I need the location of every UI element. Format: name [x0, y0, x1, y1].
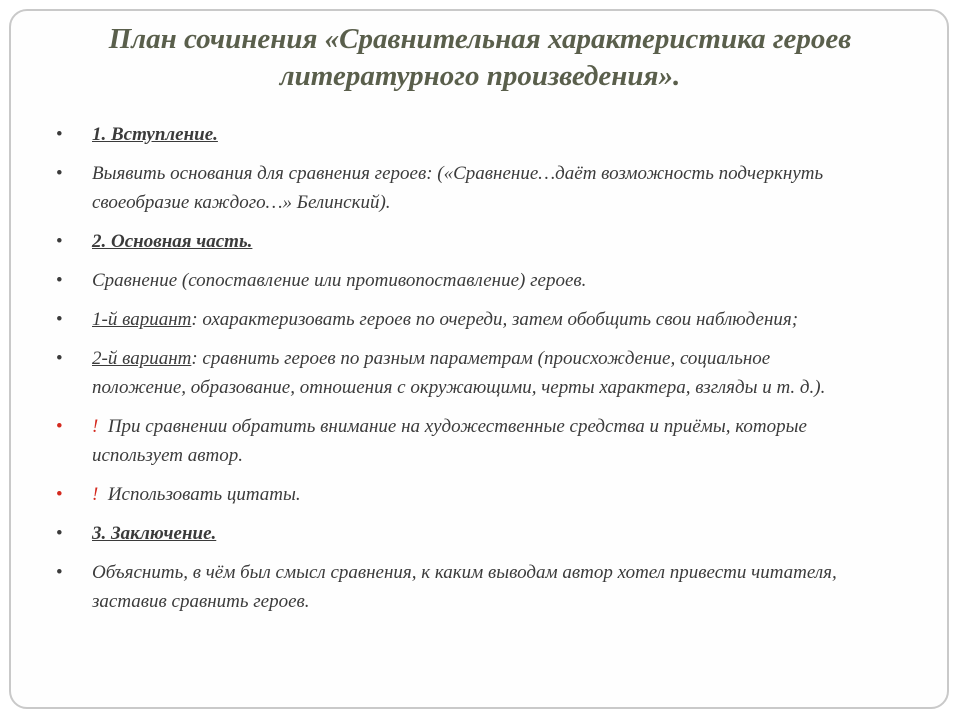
section-heading-conclusion: 3. Заключение. — [92, 523, 217, 544]
slide-title — [20, 21, 940, 95]
list-item-explain — [56, 558, 856, 616]
section-heading-introduction: 1. Вступление. — [92, 124, 218, 145]
item-text: Сравнение (сопоставление или противопоставление) героев. — [92, 270, 587, 291]
list-item-introduction — [56, 120, 856, 149]
title-line-2: литературного произведения». — [279, 60, 681, 92]
variant-1-label: 1-й вариант — [92, 309, 192, 330]
bullet-icon: • — [56, 348, 63, 369]
exclamation-mark: ! — [92, 416, 99, 437]
exclamation-mark: ! — [92, 484, 99, 505]
bullet-icon: • — [56, 523, 63, 544]
list-item-conclusion — [56, 519, 856, 548]
bullet-icon: • — [56, 163, 63, 184]
item-text: : сравнить героев по разным параметрам (происхождение, социальное положение, образование, отношения с окружающими, черты характера, взгляды и т. д.). — [92, 348, 826, 398]
list-item-comparison — [56, 266, 856, 295]
bullet-icon: • — [56, 309, 63, 330]
list-item-art-means — [56, 412, 856, 470]
item-text: При сравнении обратить внимание на художественные средства и приёмы, которые использует автор. — [92, 416, 807, 466]
list-item-variant-2 — [56, 344, 856, 402]
item-text: : охарактеризовать героев по очереди, затем обобщить свои наблюдения; — [191, 309, 799, 330]
section-heading-main-part: 2. Основная часть. — [92, 231, 253, 252]
list-item-variant-1 — [56, 305, 856, 334]
item-text: Использовать цитаты. — [107, 484, 301, 505]
list-item-basis — [56, 159, 856, 217]
variant-2-label: 2-й вариант — [92, 348, 192, 369]
bullet-icon: • — [56, 270, 63, 291]
bullet-icon: • — [56, 124, 63, 145]
list-item-quotes — [56, 480, 856, 509]
item-text: Объяснить, в чём был смысл сравнения, к каким выводам автор хотел привести читателя, заставив сравнить героев. — [92, 562, 837, 612]
title-line-1: План сочинения «Сравнительная характеристика героев — [108, 23, 852, 55]
bullet-icon: • — [56, 562, 63, 583]
plan-list — [56, 120, 856, 626]
bullet-icon: • — [56, 231, 63, 252]
item-text: Выявить основания для сравнения героев: («Сравнение…даёт возможность подчеркнуть своеобразие каждого…» Белинский). — [92, 163, 824, 213]
list-item-main-part — [56, 227, 856, 256]
bullet-icon: • — [56, 484, 63, 505]
bullet-icon: • — [56, 416, 63, 437]
